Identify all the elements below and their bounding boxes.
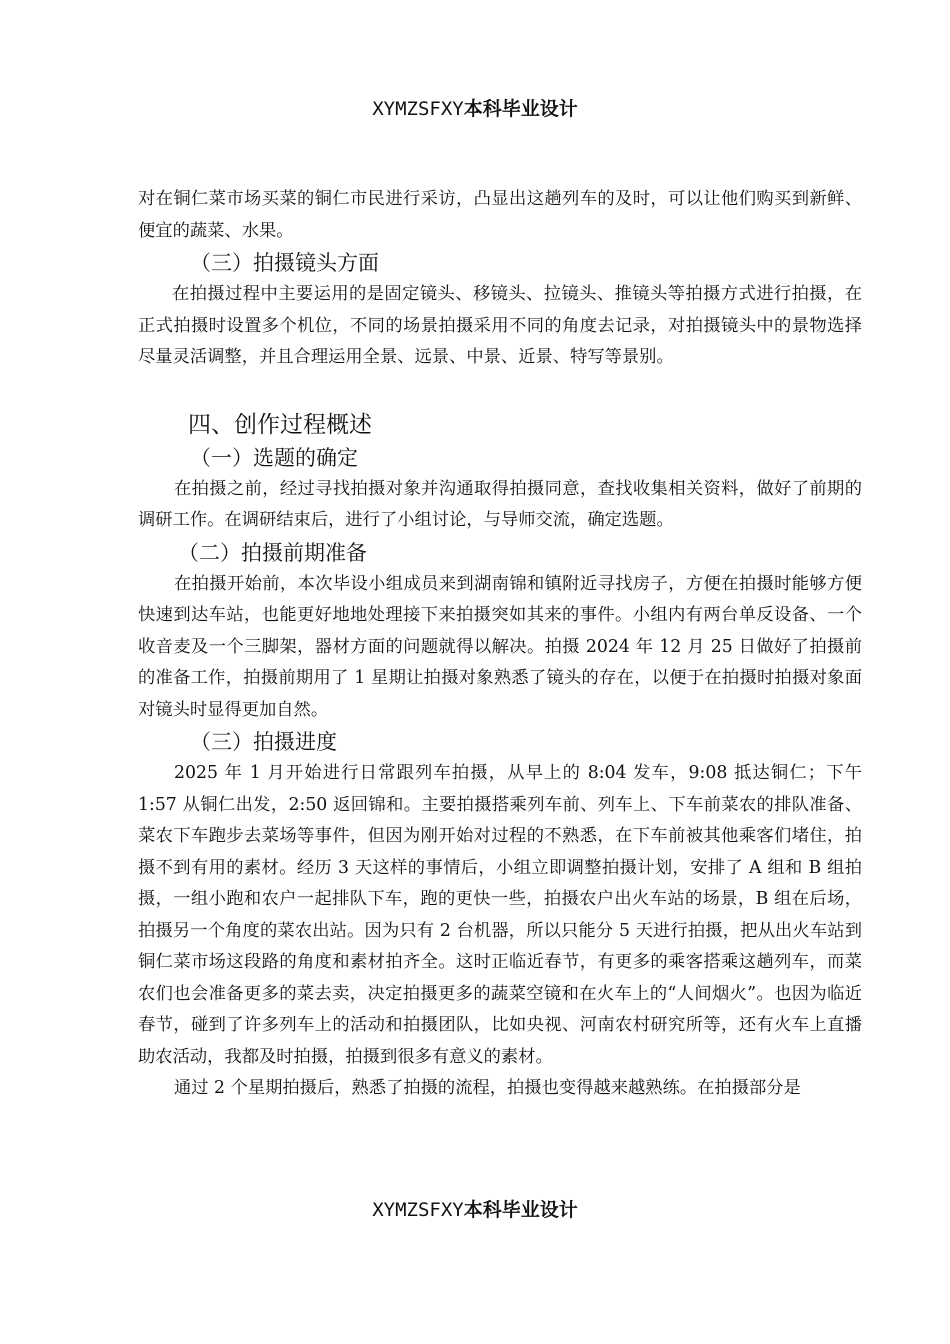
paragraph-interview: 对在铜仁菜市场买菜的铜仁市民进行采访，凸显出这趟列车的及时，可以让他们购买到新鲜、便宜的蔬菜、水果。 [138,189,862,241]
paragraph-pre-production: 在拍摄开始前，本次毕设小组成员来到湖南锦和镇附近寻找房子，方便在拍摄时能够方便快速到达车站，也能更好地地处理接下来拍摄突如其来的事件。小组内有两台单反设备、一个收音麦及一个三脚架，器材方面的问题就得以解决。拍摄 2024 年 12 月 25 日做好了拍摄前的准备工作，拍摄前期用了 1 星期让拍摄对象熟悉了镜头的存在，以便于在拍摄时拍摄对象面对镜头时显得更加自然。 [138,573,862,720]
heading-creation-process: 四、创作过程概述 [188,411,372,438]
header-latin: XYMZSFXY [372,98,464,120]
paragraph-topic-selection: 在拍摄之前，经过寻找拍摄对象并沟通取得拍摄同意，查找收集相关资料，做好了前期的调研工作。在调研结束后，进行了小组讨论，与导师交流，确定选题。 [138,478,862,530]
paragraph-shooting-summary: 通过 2 个星期拍摄后，熟悉了拍摄的流程，拍摄也变得越来越熟练。在拍摄部分是 [174,1078,801,1098]
footer-latin: XYMZSFXY [372,1199,464,1221]
paragraph-shooting-progress: 2025 年 1 月开始进行日常跟列车拍摄，从早上的 8:04 发车，9:08 抵达铜仁；下午 1:57 从铜仁出发，2:50 返回锦和。主要拍摄搭乘列车前、列车上、下车前菜农的排队准备、菜农下车跑步去菜场等事件，但因为刚开始对过程的不熟悉，在下车前被其他乘客们堵住，拍摄不到有用的素材。经历 3 天这样的事情后，小组立即调整拍摄计划，安排了 A 组和 B 组拍摄，一组小跑和农户一起排队下车，跑的更快一些，拍摄农户出火车站的场景，B 组在后场，拍摄另一个角度的菜农出站。因为只有 2 台机器，所以只能分 5 天进行拍摄，把从出火车站到铜仁菜市场这段路的角度和素材拍齐全。这时正临近春节，有更多的乘客搭乘这趟列车，而菜农们也会准备更多的菜去卖，决定拍摄更多的蔬菜空镜和在火车上的“人间烟火”。也因为临近春节，碰到了许多列车上的活动和拍摄团队，比如央视、河南农村研究所等，还有火车上直播助农活动，我都及时拍摄，拍摄到很多有意义的素材。 [138,763,862,1067]
footer-title: 本科毕业设计 [463,1199,578,1221]
header-title: 本科毕业设计 [463,98,578,120]
heading-topic-selection: （一）选题的确定 [190,445,358,470]
paragraph-camera-shots: 在拍摄过程中主要运用的是固定镜头、移镜头、拉镜头、推镜头等拍摄方式进行拍摄，在正式拍摄时设置多个机位，不同的场景拍摄采用不同的角度去记录，对拍摄镜头中的景物选择尽量灵活调整，并且合理运用全景、远景、中景、近景、特写等景别。 [138,284,862,367]
page-footer [0,1197,950,1223]
page-header [0,96,950,122]
page-body [138,184,862,1105]
heading-camera-shots: （三）拍摄镜头方面 [190,251,379,275]
heading-shooting-progress: （三）拍摄进度 [190,730,337,754]
heading-pre-production: （二）拍摄前期准备 [178,540,367,565]
